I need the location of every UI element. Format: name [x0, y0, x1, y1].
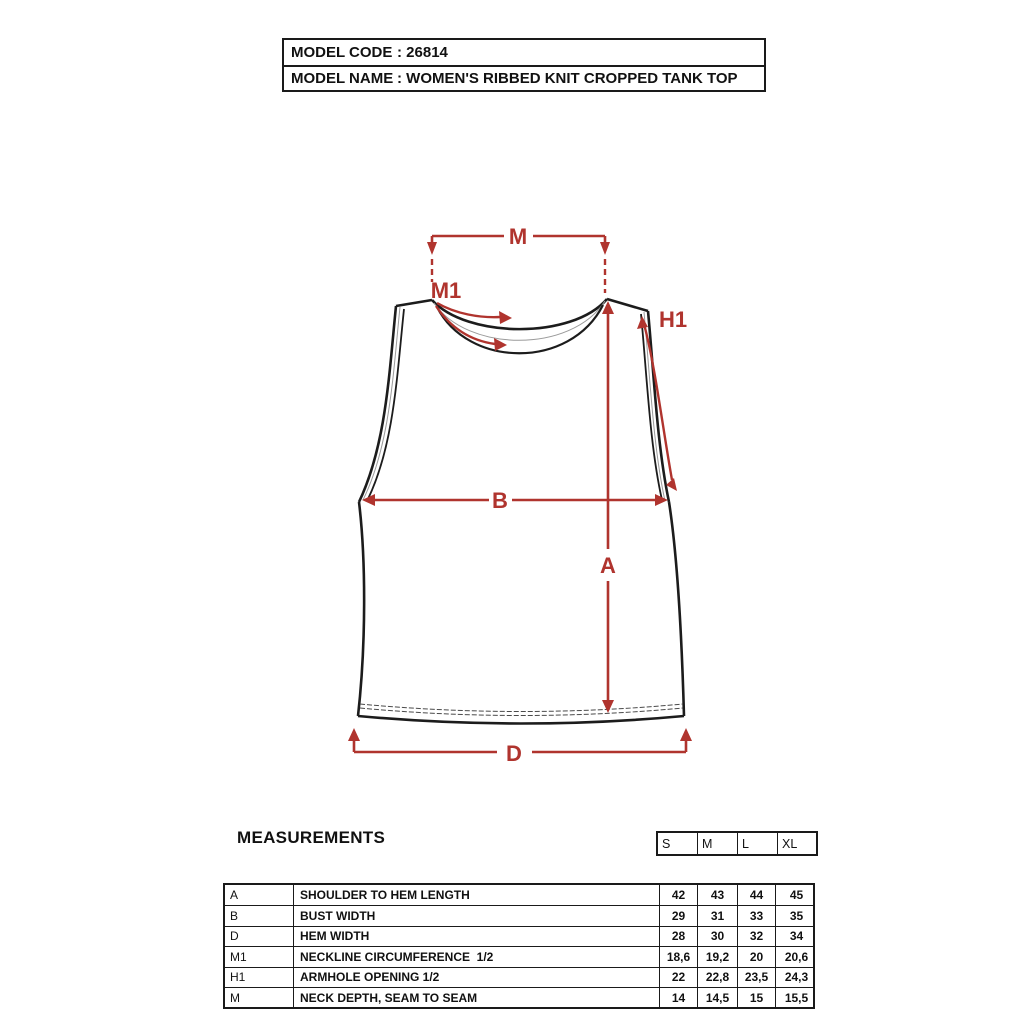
measurements-title: MEASUREMENTS	[237, 828, 386, 847]
measurement-row	[225, 926, 813, 946]
arrowhead-up-icon	[348, 728, 360, 741]
measurement-value-s: 28	[659, 927, 697, 946]
dim-label-d: D	[506, 741, 522, 766]
measurement-code: H1	[230, 970, 246, 985]
measurement-value-m: 14,5	[697, 988, 737, 1007]
hem-edge	[358, 716, 684, 724]
shoulder-seam-right	[607, 299, 648, 311]
measurement-value-m: 43	[697, 885, 737, 905]
measurement-value-s: 22	[659, 968, 697, 987]
arrowhead-down-icon	[427, 242, 437, 255]
size-header-cell: L	[737, 833, 777, 854]
measurement-code: M1	[230, 949, 247, 964]
measurement-value-xl: 45	[775, 885, 817, 905]
measurement-code: M	[230, 990, 240, 1005]
measurement-value-l: 23,5	[737, 968, 775, 987]
measurement-description: BUST WIDTH	[293, 906, 659, 925]
dim-label-a: A	[600, 553, 616, 578]
hem-stitch-line-1	[360, 704, 683, 712]
arrowhead-down-icon	[602, 700, 614, 713]
measurement-description: NECKLINE CIRCUMFERENCE 1/2	[293, 947, 659, 966]
measurement-value-m: 30	[697, 927, 737, 946]
arrowhead-right-icon	[499, 311, 512, 324]
size-header-table	[656, 831, 818, 856]
arrowhead-left-icon	[362, 494, 375, 506]
measurement-value-m: 22,8	[697, 968, 737, 987]
measurement-value-l: 32	[737, 927, 775, 946]
measurement-value-l: 44	[737, 885, 775, 905]
measurement-value-xl: 20,6	[775, 947, 817, 966]
armhole-left-outer	[359, 306, 396, 502]
measurement-row	[225, 987, 813, 1007]
measurement-value-s: 42	[659, 885, 697, 905]
model-info-label: MODEL CODE	[291, 44, 393, 61]
measurement-description: NECK DEPTH, SEAM TO SEAM	[293, 988, 659, 1007]
measurement-value-l: 33	[737, 906, 775, 925]
size-header-cell: XL	[777, 833, 816, 854]
side-seam-right	[669, 502, 684, 716]
side-seam-left	[358, 502, 364, 716]
dim-label-h1: H1	[659, 307, 688, 332]
model-info-label: MODEL NAME	[291, 70, 394, 87]
model-info-value: : 26814	[397, 44, 448, 61]
arrowhead-down-icon	[600, 242, 610, 255]
measurement-value-s: 18,6	[659, 947, 697, 966]
model-info-value: : WOMEN'S RIBBED KNIT CROPPED TANK TOP	[397, 70, 738, 87]
size-header-cell: M	[697, 833, 737, 854]
arrowhead-up-icon	[680, 728, 692, 741]
measurement-value-s: 29	[659, 906, 697, 925]
measurement-code: A	[230, 888, 239, 903]
measurement-value-l: 15	[737, 988, 775, 1007]
measurements-table	[223, 883, 815, 1009]
measurement-code: D	[230, 929, 239, 944]
armhole-right-outer	[648, 311, 669, 502]
dim-A	[602, 301, 614, 713]
measurement-row	[225, 885, 813, 905]
measurement-value-m: 19,2	[697, 947, 737, 966]
measurement-value-s: 14	[659, 988, 697, 1007]
measurement-value-l: 20	[737, 947, 775, 966]
measurement-value-xl: 24,3	[775, 968, 817, 987]
measurement-row	[225, 905, 813, 925]
tank-top-outline	[358, 299, 684, 724]
measurement-row	[225, 946, 813, 966]
measurement-description: HEM WIDTH	[293, 927, 659, 946]
measurement-value-xl: 15,5	[775, 988, 817, 1007]
shoulder-seam-left	[396, 300, 432, 306]
size-header-cell: S	[662, 836, 671, 851]
measurement-value-xl: 35	[775, 906, 817, 925]
dim-label-m1: M1	[430, 278, 462, 303]
dim-B	[362, 494, 668, 506]
measurement-description: ARMHOLE OPENING 1/2	[293, 968, 659, 987]
measurement-row	[225, 967, 813, 987]
measurement-value-xl: 34	[775, 927, 817, 946]
dim-label-b: B	[492, 488, 508, 513]
measurement-description: SHOULDER TO HEM LENGTH	[293, 885, 659, 905]
arrowhead-up-icon	[637, 316, 648, 329]
dim-label-m: M	[508, 224, 528, 249]
measurement-value-m: 31	[697, 906, 737, 925]
measurement-code: B	[230, 909, 239, 924]
